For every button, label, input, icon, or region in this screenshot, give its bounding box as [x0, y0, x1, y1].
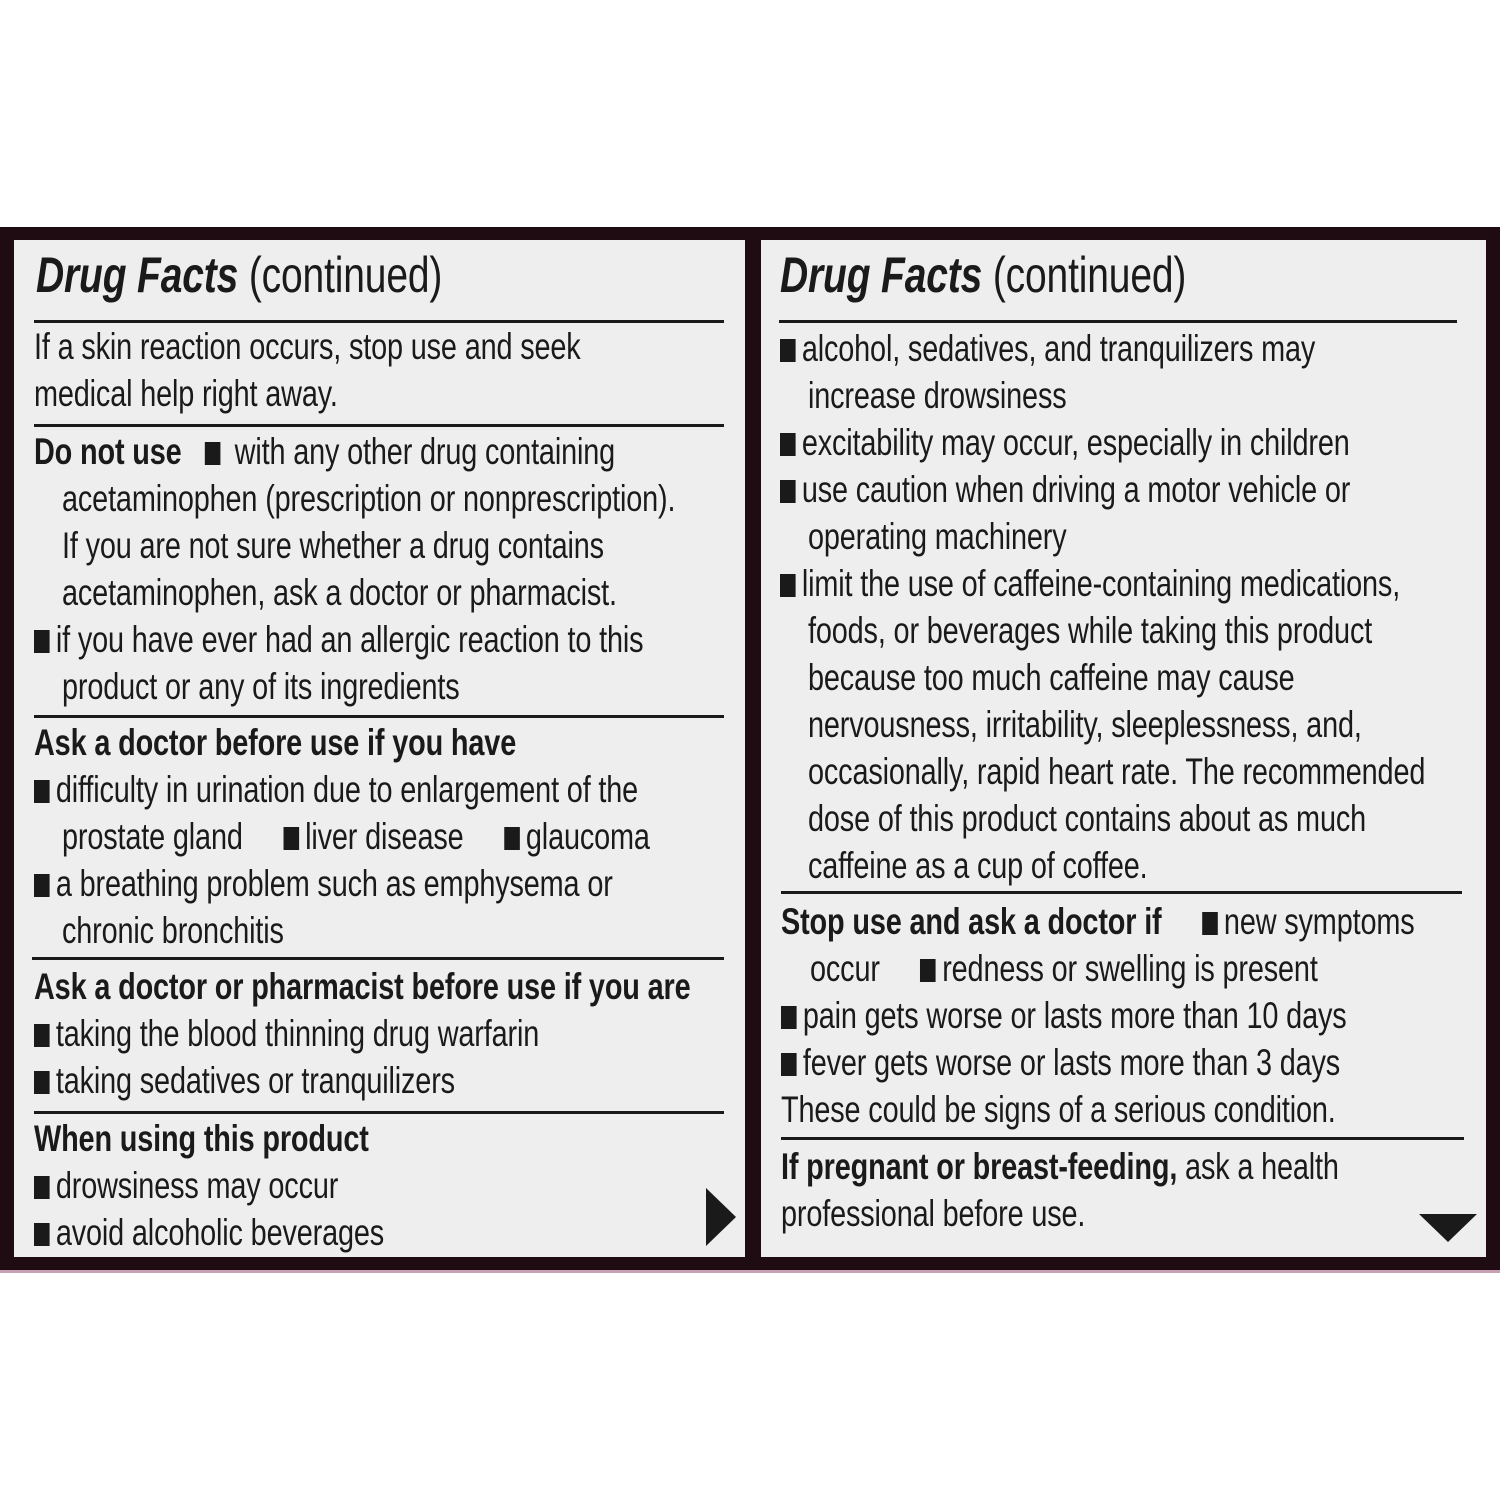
bullet-icon: [780, 339, 796, 362]
list-item-text: caffeine as a cup of coffee.: [808, 845, 1148, 886]
section-heading: If pregnant or breast-feeding,: [781, 1146, 1178, 1187]
list-item: avoid alcoholic beverages: [34, 1209, 384, 1256]
bullet-icon: [1202, 912, 1218, 935]
list-item-text: acetaminophen (prescription or nonprescription).: [62, 478, 676, 519]
list-item: occur redness or swelling is present: [810, 948, 1318, 989]
list-item-text: chronic bronchitis: [62, 910, 284, 951]
arrow-down-icon: [1419, 1214, 1477, 1242]
list-item: taking sedatives or tranquilizers: [34, 1057, 455, 1104]
bullet-icon: [34, 1024, 50, 1047]
section-heading: When using this product: [34, 1118, 369, 1159]
stop-use-line: Stop use and ask a doctor if new symptoms: [781, 901, 1415, 942]
list-item-text: acetaminophen, ask a doctor or pharmacist.: [62, 572, 617, 613]
do-not-use-line: Do not use with any other drug containing: [34, 431, 616, 472]
divider: [779, 320, 1457, 323]
drug-facts-right-panel: [761, 240, 1486, 1257]
list-item: fever gets worse or lasts more than 3 days: [781, 1039, 1340, 1086]
list-item-text: dose of this product contains about as much: [808, 798, 1367, 839]
divider: [34, 424, 724, 427]
divider: [34, 1111, 724, 1114]
bullet-icon: [34, 630, 50, 653]
arrow-right-icon: [706, 1188, 736, 1246]
list-item: alcohol, sedatives, and tranquilizers may: [780, 325, 1315, 372]
list-item: a breathing problem such as emphysema or: [34, 860, 613, 907]
serious-condition-note: These could be signs of a serious condition.: [781, 1089, 1336, 1130]
list-item: excitability may occur, especially in children: [780, 419, 1350, 466]
section-heading: Stop use and ask a doctor if: [781, 901, 1162, 942]
list-item-text: because too much caffeine may cause: [808, 657, 1295, 698]
list-item: prostate gland liver disease glaucoma: [62, 816, 650, 857]
list-item-text: product or any of its ingredients: [62, 666, 460, 707]
bullet-icon: [780, 574, 796, 597]
section-heading: Ask a doctor before use if you have: [34, 722, 517, 763]
list-item: if you have ever had an allergic reaction to this: [34, 616, 643, 663]
bullet-icon: [283, 827, 299, 850]
list-item-text: professional before use.: [781, 1193, 1086, 1234]
drug-facts-frame: [0, 227, 1500, 1273]
list-item-text: foods, or beverages while taking this product: [808, 610, 1373, 651]
drug-facts-left-panel: [14, 240, 745, 1257]
list-item-text: If you are not sure whether a drug contains: [62, 525, 604, 566]
list-item-text: increase drowsiness: [808, 375, 1067, 416]
bullet-icon: [34, 1223, 50, 1246]
bullet-icon: [920, 959, 936, 982]
list-item: difficulty in urination due to enlargement of the: [34, 766, 638, 813]
bullet-icon: [34, 1071, 50, 1094]
divider: [34, 715, 724, 718]
divider: [32, 957, 724, 960]
list-item: pain gets worse or lasts more than 10 days: [781, 992, 1347, 1039]
intro-text: medical help right away.: [34, 373, 338, 414]
bullet-icon: [781, 1053, 797, 1076]
list-item-text: occasionally, rapid heart rate. The recommended: [808, 751, 1426, 792]
intro-text: If a skin reaction occurs, stop use and seek: [34, 326, 581, 367]
bullet-icon: [780, 433, 796, 456]
list-item: taking the blood thinning drug warfarin: [34, 1010, 539, 1057]
bullet-icon: [34, 780, 50, 803]
bullet-icon: [34, 1176, 50, 1199]
panel-title: Drug Facts (continued): [36, 247, 443, 303]
list-item: use caution when driving a motor vehicle or: [780, 466, 1350, 513]
list-item: drowsiness may occur: [34, 1162, 338, 1209]
pregnant-line: If pregnant or breast-feeding, ask a health: [781, 1146, 1339, 1187]
section-heading: Ask a doctor or pharmacist before use if you are: [34, 966, 691, 1007]
list-item: limit the use of caffeine-containing medications,: [780, 560, 1400, 607]
bullet-icon: [780, 480, 796, 503]
bullet-icon: [205, 442, 221, 465]
section-heading: Do not use: [34, 431, 182, 472]
list-item-text: nervousness, irritability, sleeplessness, and,: [808, 704, 1362, 745]
list-item-text: operating machinery: [808, 516, 1067, 557]
panel-title: Drug Facts (continued): [780, 247, 1187, 303]
divider: [781, 891, 1462, 894]
divider: [781, 1137, 1464, 1140]
bullet-icon: [34, 874, 50, 897]
bullet-icon: [781, 1006, 797, 1029]
bullet-icon: [504, 827, 520, 850]
